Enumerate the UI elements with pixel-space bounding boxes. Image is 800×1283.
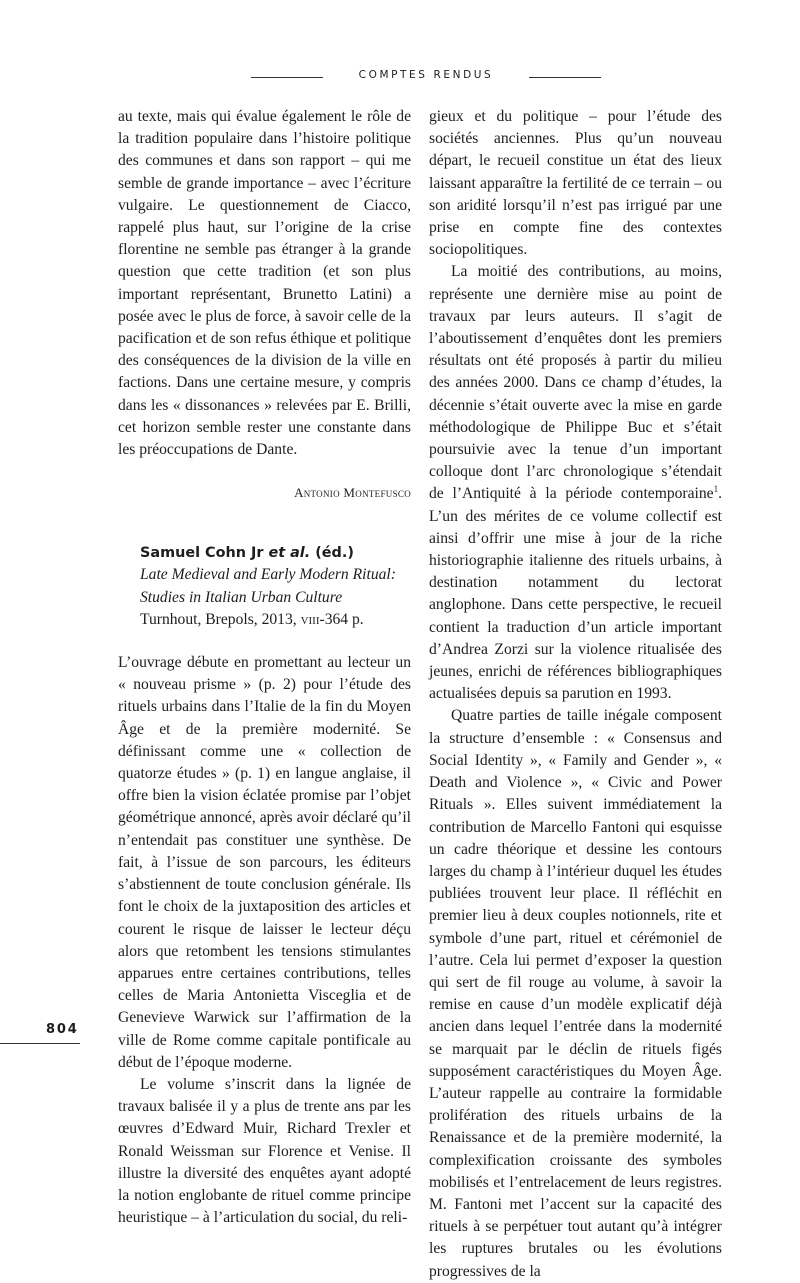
review-pages: -364 p. bbox=[319, 610, 364, 628]
page-number: 804 bbox=[46, 1022, 79, 1037]
running-head-rule-right bbox=[529, 77, 601, 78]
review-author-name: Samuel Cohn Jr bbox=[140, 545, 264, 562]
review-publisher: Turnhout, Brepols, 2013, bbox=[140, 610, 301, 628]
footnote-ref[interactable]: 1 bbox=[713, 484, 719, 495]
review-paragraph-4: Quatre parties de taille inégale composent la structure d’ensemble : « Consensus and Social Identity », « Family and Gender », « Death and Violence », « Civic and Power Rituals ». Elles suivent immédiatement la contribution de Marcello Fantoni qui esquisse un cadre théorique et dessine les contours larges du champ à l’intérieur duquel les études publiées trouvent leur place. Il réfléchit en premier lieu à deux couples notionnels, rite et symbole d’une part, rituel et cérémoniel de l’autre. Cela lui permet d’exposer la question qui sert de fil rouge au volume, à savoir la remise en cause d’un modèle explicatif déjà ancien dans lequel l’entrée dans la modernité se marquait par le déclin de rituels figés supposément caractéristiques du Moyen Âge. L’auteur rappelle au contraire la formidable prolifération des rituels urbains de la Renaissance et de la première modernité, la complexification croissante des symboles mobilisés et l’entrelacement de leurs registres. M. Fantoni met l’accent sur la capacité des rituels à se perpétuer tout autant qu’à intégrer les ruptures brutales ou les évolutions progressives de la bbox=[429, 707, 722, 1280]
paragraph-continued: au texte, mais qui évalue également le rôle de la tradition populaire dans l’histoire politique des communes et dans son rapport – qui me semble de grande importance – avec l’écriture vulgaire. Le questionnement de Ciacco, rappelé plus haut, sur l’origine de la crise florentine ne semble pas étranger à la grande question que cette tradition (et son plus important représentant, Brunetto Latini) a posée avec le plus de force, à savoir celle de la pacification et de son refus éthique et politique des conséquences de la division de la ville en factions. Dans une certaine mesure, y compris dans les « dissonances » relevées par E. Brilli, cet horizon semble rester une constante dans les préoccupations de Dante. bbox=[118, 108, 411, 459]
right-column bbox=[429, 106, 722, 1283]
review-signature: Antonio Montefusco bbox=[294, 485, 411, 501]
review-pages-roman: viii bbox=[300, 610, 320, 628]
running-head bbox=[0, 68, 800, 88]
review-heading bbox=[118, 542, 411, 631]
review-publication-info bbox=[140, 609, 411, 631]
review-author bbox=[140, 542, 411, 564]
review-author-etal: et al. bbox=[268, 545, 311, 562]
review-author-ed: (éd.) bbox=[315, 545, 354, 562]
page-folio bbox=[0, 1018, 80, 1048]
review-book-title: Late Medieval and Early Modern Ritual: Studies in Italian Urban Culture bbox=[140, 566, 396, 606]
review-paragraph-2: Le volume s’inscrit dans la lignée de travaux balisée il y a plus de trente ans par les œuvres d’Edward Muir, Richard Trexler et Ronald Weissman sur Florence et Venise. Il illustre la diversité des enquêtes ayant adopté la notion englobante de rituel comme principe heuristique – à l’articulation du social, du reli- bbox=[118, 1075, 411, 1227]
left-column bbox=[118, 106, 411, 1229]
review-paragraph-2-continued: gieux et du politique – pour l’étude des sociétés anciennes. Plus qu’un nouveau départ, le recueil constitue un état des lieux laissant apparaître la fertilité de ce terrain – ou son aridité lorsqu’il n’est pas irrigué par une prise en compte fine des contextes sociopolitiques. bbox=[429, 108, 722, 259]
running-head-rule-left bbox=[251, 77, 323, 78]
review-paragraph-3-part-a: La moitié des contributions, au moins, représente une dernière mise au point de travaux par leurs auteurs. Il s’agit de l’aboutissement d’enquêtes dont les premiers résultats ont été proposés à partir du milieu des années 2000. Dans ce champ d’études, la décennie s’était ouverte avec la mise en garde méthodologique de Philippe Buc et s’était poursuivie avec la tenue d’un important colloque dont l’arc chronologique s’étendait de l’Antiquité à la période contemporaine bbox=[429, 263, 722, 503]
review-paragraph-3 bbox=[429, 261, 722, 705]
running-head-title: COMPTES RENDUS bbox=[358, 69, 494, 81]
page-number-rule bbox=[0, 1043, 80, 1044]
review-paragraph-1: L’ouvrage débute en promettant au lecteur un « nouveau prisme » (p. 2) pour l’étude des rituels urbains dans l’Italie de la fin du Moyen Âge et de la première modernité. Se définissant comme une « collection de quatorze études » (p. 1) en langue anglaise, il offre bien la vision éclatée promise par l’objet géométrique annoncé, après avoir déclaré qu’il n’entendait pas constituer une synthèse. De fait, à l’issue de son parcours, les éditeurs s’abstiennent de toute conclusion générale. Ils font le choix de la juxtaposition des articles et courent le risque de laisser le lecteur déçu alors que retombent les tensions stimulantes apparues entre certaines contributions, telles celles de Maria Antonietta Visceglia et de Genevieve Warwick sur l’affirmation de la ville de Rome comme capitale pontificale au début de l’époque moderne. bbox=[118, 654, 411, 1071]
review-paragraph-3-part-b: . L’un des mérites de ce volume collectif est ainsi d’offrir une mise à jour de la riche historiographie italienne des rituels urbains, à destination notamment du lectorat anglophone. Dans cette perspective, le recueil contient la traduction d’un article important d’Andrea Zorzi sur la violence ritualisée des jeunes, enrichi de références bibliographiques actualisées depuis sa parution en 1993. bbox=[429, 485, 722, 703]
